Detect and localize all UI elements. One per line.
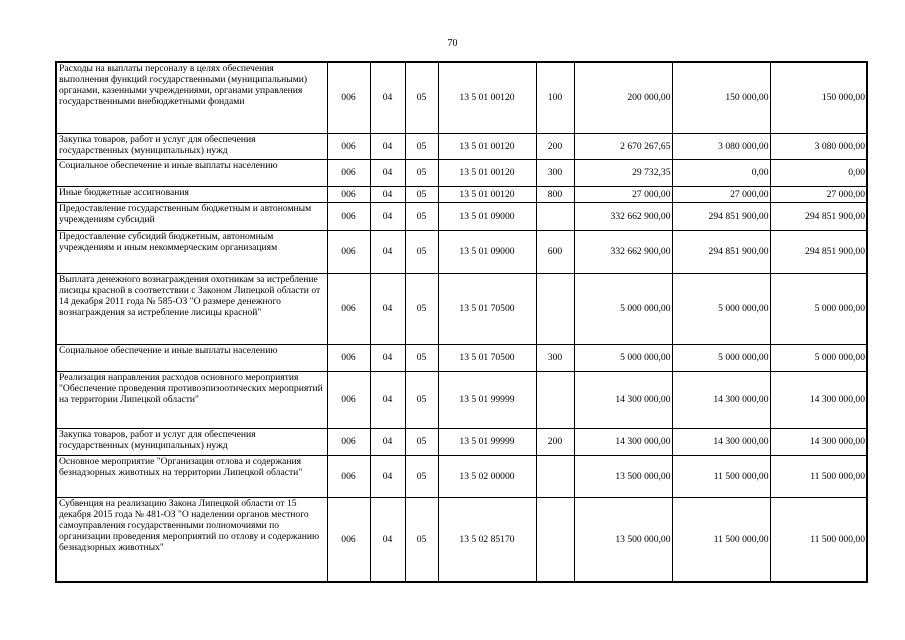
amount-year3-cell: 14 300 000,00 bbox=[770, 428, 867, 455]
amount-year1-cell: 2 670 267,65 bbox=[574, 133, 672, 159]
expense-type-cell: 200 bbox=[536, 428, 574, 455]
target-article-cell: 13 5 02 85170 bbox=[438, 497, 536, 582]
amount-year1-cell: 13 500 000,00 bbox=[574, 455, 672, 497]
amount-year1-cell: 200 000,00 bbox=[574, 62, 672, 133]
amount-year3-cell: 3 080 000,00 bbox=[770, 133, 867, 159]
amount-year3-cell: 14 300 000,00 bbox=[770, 371, 867, 428]
amount-year3-cell: 11 500 000,00 bbox=[770, 497, 867, 582]
row-name-cell: Предоставление субсидий бюджетным, автономным учреждениям и иным некоммерческим организациям bbox=[56, 230, 327, 273]
section-code-cell: 04 bbox=[370, 344, 405, 371]
ministry-code-cell: 006 bbox=[327, 371, 370, 428]
section-code-cell: 04 bbox=[370, 62, 405, 133]
row-name-cell: Выплата денежного вознаграждения охотникам за истребление лисицы красной в соответствии с Законом Липецкой области от 14 декабря 2011 года № 585-ОЗ "О размере денежного вознаграждения за истребление лисицы красной" bbox=[56, 273, 327, 344]
subsection-code-cell: 05 bbox=[405, 344, 438, 371]
target-article-cell: 13 5 02 00000 bbox=[438, 455, 536, 497]
amount-year3-cell: 294 851 900,00 bbox=[770, 202, 867, 230]
table-row bbox=[56, 344, 867, 371]
amount-year2-cell: 14 300 000,00 bbox=[672, 428, 770, 455]
budget-table-body bbox=[56, 62, 867, 582]
target-article-cell: 13 5 01 00120 bbox=[438, 62, 536, 133]
table-row bbox=[56, 186, 867, 202]
section-code-cell: 04 bbox=[370, 133, 405, 159]
ministry-code-cell: 006 bbox=[327, 455, 370, 497]
page-number: 70 bbox=[447, 38, 458, 49]
table-row bbox=[56, 455, 867, 497]
target-article-cell: 13 5 01 00120 bbox=[438, 133, 536, 159]
amount-year2-cell: 5 000 000,00 bbox=[672, 273, 770, 344]
target-article-cell: 13 5 01 00120 bbox=[438, 159, 536, 186]
table-row bbox=[56, 133, 867, 159]
section-code-cell: 04 bbox=[370, 230, 405, 273]
amount-year1-cell: 5 000 000,00 bbox=[574, 273, 672, 344]
amount-year2-cell: 11 500 000,00 bbox=[672, 455, 770, 497]
amount-year3-cell: 150 000,00 bbox=[770, 62, 867, 133]
subsection-code-cell: 05 bbox=[405, 230, 438, 273]
ministry-code-cell: 006 bbox=[327, 344, 370, 371]
subsection-code-cell: 05 bbox=[405, 159, 438, 186]
expense-type-cell: 800 bbox=[536, 186, 574, 202]
target-article-cell: 13 5 01 09000 bbox=[438, 202, 536, 230]
amount-year3-cell: 0,00 bbox=[770, 159, 867, 186]
subsection-code-cell: 05 bbox=[405, 202, 438, 230]
amount-year3-cell: 294 851 900,00 bbox=[770, 230, 867, 273]
budget-table bbox=[55, 61, 868, 583]
row-name-cell: Расходы на выплаты персоналу в целях обеспечения выполнения функций государственными (муниципальными) органами, казенными учреждениями, органами управления государственными внебюджетными фондами bbox=[56, 62, 327, 133]
ministry-code-cell: 006 bbox=[327, 202, 370, 230]
expense-type-cell: 100 bbox=[536, 62, 574, 133]
ministry-code-cell: 006 bbox=[327, 133, 370, 159]
expense-type-cell: 600 bbox=[536, 230, 574, 273]
amount-year2-cell: 0,00 bbox=[672, 159, 770, 186]
expense-type-cell: 300 bbox=[536, 344, 574, 371]
amount-year3-cell: 5 000 000,00 bbox=[770, 344, 867, 371]
section-code-cell: 04 bbox=[370, 428, 405, 455]
section-code-cell: 04 bbox=[370, 497, 405, 582]
row-name-cell: Субвенция на реализацию Закона Липецкой области от 15 декабря 2015 года № 481-ОЗ "О наделении органов местного самоуправления государственными полномочиями по организации проведения мероприятий по отлову и содержанию безнадзорных животных" bbox=[56, 497, 327, 582]
subsection-code-cell: 05 bbox=[405, 428, 438, 455]
section-code-cell: 04 bbox=[370, 186, 405, 202]
amount-year2-cell: 3 080 000,00 bbox=[672, 133, 770, 159]
target-article-cell: 13 5 01 70500 bbox=[438, 344, 536, 371]
table-row bbox=[56, 230, 867, 273]
amount-year1-cell: 14 300 000,00 bbox=[574, 371, 672, 428]
amount-year3-cell: 27 000,00 bbox=[770, 186, 867, 202]
subsection-code-cell: 05 bbox=[405, 273, 438, 344]
row-name-cell: Основное мероприятие "Организация отлова и содержания безнадзорных животных на территории Липецкой области" bbox=[56, 455, 327, 497]
subsection-code-cell: 05 bbox=[405, 62, 438, 133]
target-article-cell: 13 5 01 70500 bbox=[438, 273, 536, 344]
subsection-code-cell: 05 bbox=[405, 371, 438, 428]
row-name-cell: Реализация направления расходов основного мероприятия "Обеспечение проведения противоэпизоотических мероприятий на территории Липецкой области" bbox=[56, 371, 327, 428]
subsection-code-cell: 05 bbox=[405, 186, 438, 202]
ministry-code-cell: 006 bbox=[327, 428, 370, 455]
subsection-code-cell: 05 bbox=[405, 133, 438, 159]
amount-year1-cell: 5 000 000,00 bbox=[574, 344, 672, 371]
ministry-code-cell: 006 bbox=[327, 230, 370, 273]
row-name-cell: Иные бюджетные ассигнования bbox=[56, 186, 327, 202]
amount-year1-cell: 14 300 000,00 bbox=[574, 428, 672, 455]
target-article-cell: 13 5 01 09000 bbox=[438, 230, 536, 273]
amount-year1-cell: 27 000,00 bbox=[574, 186, 672, 202]
amount-year2-cell: 14 300 000,00 bbox=[672, 371, 770, 428]
subsection-code-cell: 05 bbox=[405, 455, 438, 497]
table-row bbox=[56, 371, 867, 428]
table-row bbox=[56, 159, 867, 186]
target-article-cell: 13 5 01 99999 bbox=[438, 371, 536, 428]
amount-year2-cell: 5 000 000,00 bbox=[672, 344, 770, 371]
row-name-cell: Закупка товаров, работ и услуг для обеспечения государственных (муниципальных) нужд bbox=[56, 428, 327, 455]
section-code-cell: 04 bbox=[370, 159, 405, 186]
section-code-cell: 04 bbox=[370, 202, 405, 230]
amount-year2-cell: 11 500 000,00 bbox=[672, 497, 770, 582]
expense-type-cell bbox=[536, 202, 574, 230]
row-name-cell: Социальное обеспечение и иные выплаты населению bbox=[56, 159, 327, 186]
ministry-code-cell: 006 bbox=[327, 62, 370, 133]
amount-year1-cell: 332 662 900,00 bbox=[574, 202, 672, 230]
target-article-cell: 13 5 01 00120 bbox=[438, 186, 536, 202]
section-code-cell: 04 bbox=[370, 371, 405, 428]
ministry-code-cell: 006 bbox=[327, 273, 370, 344]
section-code-cell: 04 bbox=[370, 273, 405, 344]
expense-type-cell bbox=[536, 371, 574, 428]
table-row bbox=[56, 428, 867, 455]
amount-year1-cell: 332 662 900,00 bbox=[574, 230, 672, 273]
expense-type-cell bbox=[536, 455, 574, 497]
expense-type-cell: 200 bbox=[536, 133, 574, 159]
subsection-code-cell: 05 bbox=[405, 497, 438, 582]
amount-year2-cell: 294 851 900,00 bbox=[672, 230, 770, 273]
ministry-code-cell: 006 bbox=[327, 497, 370, 582]
target-article-cell: 13 5 01 99999 bbox=[438, 428, 536, 455]
table-row bbox=[56, 273, 867, 344]
row-name-cell: Предоставление государственным бюджетным и автономным учреждениям субсидий bbox=[56, 202, 327, 230]
table-row bbox=[56, 497, 867, 582]
amount-year2-cell: 150 000,00 bbox=[672, 62, 770, 133]
amount-year1-cell: 29 732,35 bbox=[574, 159, 672, 186]
amount-year1-cell: 13 500 000,00 bbox=[574, 497, 672, 582]
table-row bbox=[56, 202, 867, 230]
amount-year2-cell: 27 000,00 bbox=[672, 186, 770, 202]
amount-year3-cell: 11 500 000,00 bbox=[770, 455, 867, 497]
ministry-code-cell: 006 bbox=[327, 186, 370, 202]
expense-type-cell bbox=[536, 497, 574, 582]
row-name-cell: Социальное обеспечение и иные выплаты населению bbox=[56, 344, 327, 371]
table-row bbox=[56, 62, 867, 133]
expense-type-cell bbox=[536, 273, 574, 344]
amount-year3-cell: 5 000 000,00 bbox=[770, 273, 867, 344]
expense-type-cell: 300 bbox=[536, 159, 574, 186]
ministry-code-cell: 006 bbox=[327, 159, 370, 186]
row-name-cell: Закупка товаров, работ и услуг для обеспечения государственных (муниципальных) нужд bbox=[56, 133, 327, 159]
section-code-cell: 04 bbox=[370, 455, 405, 497]
amount-year2-cell: 294 851 900,00 bbox=[672, 202, 770, 230]
